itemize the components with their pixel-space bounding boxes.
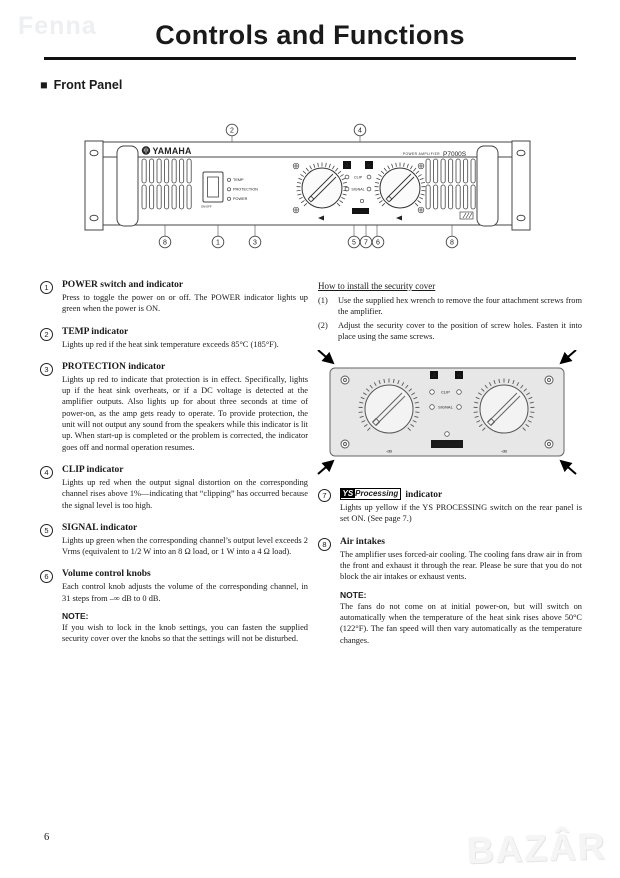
svg-text:P7000S: P7000S: [443, 150, 467, 158]
mount-hole: [517, 215, 525, 221]
left-column: [40, 280, 308, 657]
item-body: Lights up yellow if the YS PROCESSING switch on the rear panel is set ON. (See page 7.): [340, 503, 582, 524]
svg-text:PROTECTION: PROTECTION: [233, 187, 258, 192]
svg-text:YAMAHA: YAMAHA: [152, 146, 192, 156]
item-heading: SIGNAL indicator: [62, 522, 138, 533]
item-number: 2: [40, 328, 53, 341]
svg-text:A: A: [432, 373, 436, 380]
item-air-intakes: [318, 537, 582, 646]
svg-text:6: 6: [376, 239, 380, 247]
step-number: (1): [318, 296, 328, 305]
handle-right: [477, 146, 498, 226]
item-temp-indicator: [40, 327, 308, 350]
page-title: Controls and Functions: [155, 20, 465, 50]
title-divider: [44, 57, 576, 60]
item-body: Lights up red when the output signal distortion on the corresponding channel rises above 1%—indicating that “clipping” has occurred because the signal level is too high.: [62, 477, 308, 510]
item-heading: Volume control knobs: [62, 569, 151, 580]
svg-text:CLIP: CLIP: [441, 389, 450, 395]
handle-left: [117, 146, 138, 226]
db-label-b: -dB: [500, 448, 508, 454]
note-label: NOTE:: [62, 611, 89, 622]
step-text: Adjust the security cover to the position of screw holes. Fasten it into place using the same screws.: [338, 320, 582, 341]
howto-title: How to install the security cover: [318, 281, 436, 291]
svg-text:A: A: [345, 163, 349, 170]
svg-text:4: 4: [358, 127, 362, 135]
svg-text:B: B: [367, 163, 371, 170]
item-heading: PROTECTION indicator: [62, 361, 166, 372]
item-power-switch: [40, 280, 308, 315]
item-body: Lights up green when the corresponding channel’s output level exceeds 2 Vrms (equivalent to 1/2 W into an 8 Ω load, or 1 W into a 4 Ω load).: [62, 535, 308, 557]
item-body: Lights up red if the heat sink temperature exceeds 85°C (185°F).: [62, 339, 279, 349]
item-body: The amplifier uses forced-air cooling. The cooling fans draw air in from the front and exhaust it through the rear. Please be sure that you do not block the air intakes or exhaust vents.: [340, 549, 582, 582]
section-square-icon: ■: [40, 78, 48, 92]
step-text: Use the supplied hex wrench to remove the four attachment screws from the amplifier.: [338, 296, 582, 317]
svg-text:B: B: [457, 373, 461, 380]
item-number: 8: [318, 538, 331, 551]
mount-hole: [90, 215, 98, 221]
item-heading: YS Processing indicator: [340, 488, 582, 500]
svg-text:TEMP: TEMP: [233, 178, 244, 183]
item-number: 1: [40, 281, 53, 294]
item-body: Press to toggle the power on or off. The POWER indicator lights up green when the power is ON.: [62, 293, 308, 314]
item-heading: POWER switch and indicator: [62, 280, 184, 290]
svg-text:SIGNAL: SIGNAL: [438, 404, 453, 410]
power-switch: [203, 172, 223, 202]
item-heading: CLIP indicator: [62, 464, 124, 475]
note-body: If you wish to lock in the knob settings, you can fasten the supplied security cover over the knobs so that the settings will not be disturbed.: [62, 623, 308, 644]
svg-text:YSProcessing: YSProcessing: [433, 442, 461, 448]
svg-text:3: 3: [253, 239, 257, 247]
svg-text:CLIP: CLIP: [354, 175, 362, 180]
svg-text:8: 8: [450, 239, 454, 247]
note-body: The fans do not come on at initial power-on, but will switch on automatically when the temperature of the heat sink rises above 50°C (122°F). The fan speed will then vary automatically as the temperature changes.: [340, 601, 582, 645]
howto-step-1: [318, 295, 582, 318]
svg-text:SIGNAL: SIGNAL: [351, 187, 365, 192]
svg-text:YSProcessing: YSProcessing: [352, 210, 369, 214]
svg-text:1: 1: [216, 239, 220, 247]
page-number: 6: [44, 832, 50, 843]
front-panel-diagram: [70, 117, 550, 257]
svg-text:8: 8: [163, 239, 167, 247]
svg-text:POWER AMPLIFIER: POWER AMPLIFIER: [402, 152, 440, 156]
watermark-bazar: BAZÂR: [465, 825, 607, 872]
svg-text:5: 5: [352, 239, 356, 247]
item-volume-knobs: [40, 569, 308, 644]
item-signal-indicator: [40, 523, 308, 558]
item-number: 6: [40, 570, 53, 583]
item-heading: Air intakes: [340, 536, 385, 547]
ys-processing-badge: YS Processing: [340, 488, 401, 500]
item-number: 5: [40, 524, 53, 537]
note-label: NOTE:: [340, 589, 367, 600]
item-number: 7: [318, 489, 331, 502]
svg-text:7: 7: [364, 239, 368, 247]
security-cover-diagram: [312, 350, 602, 478]
right-column: [318, 280, 582, 658]
mount-hole: [517, 150, 525, 156]
step-number: (2): [318, 320, 328, 330]
item-ys-processing: [318, 488, 582, 525]
power-switch-label: ON/OFF: [201, 204, 212, 209]
howto-step-2: [318, 320, 582, 343]
item-body: Each control knob adjusts the volume of the corresponding channel, in 31 steps from –∞ dB to 0 dB.: [62, 582, 308, 603]
mount-hole: [90, 150, 98, 156]
item-number: 4: [40, 466, 53, 479]
svg-text:2: 2: [230, 127, 234, 135]
item-clip-indicator: [40, 465, 308, 511]
item-heading: TEMP indicator: [62, 326, 129, 337]
svg-text:POWER: POWER: [233, 197, 248, 202]
db-label-a: -dB: [385, 448, 393, 454]
item-protection-indicator: [40, 362, 308, 453]
item-body: Lights up red to indicate that protection is in effect. Specifically, lights up if the heat sink overheats, or if a DC voltage is detected at the amplifier outputs. Also lights up for about three seconds at time of power-on, as the amp gets ready to operate. To provide protection, the unit will not output any sound from the speakers while this indicator is lit up. When start-up is completed or the problem is corrected, the indicator goes off and normal operation resumes.: [62, 374, 308, 452]
watermark-fenna: Fenna: [18, 12, 97, 40]
item-number: 3: [40, 363, 53, 376]
section-heading: ■ Front Panel: [40, 78, 123, 92]
